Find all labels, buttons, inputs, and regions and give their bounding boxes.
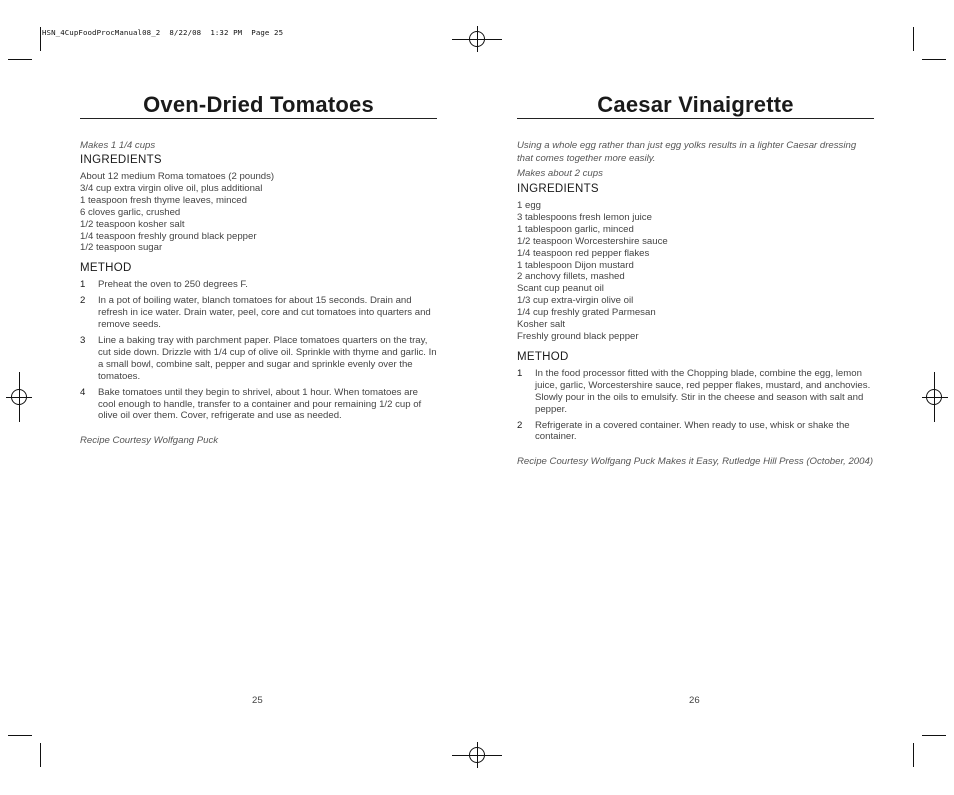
ingredients-heading: INGREDIENTS xyxy=(80,154,162,166)
method-heading: METHOD xyxy=(517,350,569,363)
ingredient-item: Freshly ground black pepper xyxy=(517,330,639,342)
recipe-oven-dried-tomatoes xyxy=(80,92,437,447)
ingredient-item: 2 anchovy fillets, mashed xyxy=(517,271,625,283)
ingredient-item: 1 tablespoon Dijon mustard xyxy=(517,259,634,271)
method-step xyxy=(80,279,437,291)
step-text: Refrigerate in a covered container. When ready to use, whisk or shake the container. xyxy=(535,419,850,443)
ingredient-item: 1/4 cup freshly grated Parmesan xyxy=(517,307,656,319)
page-number: 26 xyxy=(689,695,700,706)
printer-slug: HSN_4CupFoodProcManual08_2 8/22/08 1:32 PM Page 25 xyxy=(42,28,284,37)
method-step xyxy=(80,295,437,331)
step-text: In the food processor fitted with the Chopping blade, combine the egg, lemon juice, garlic, Worcestershire sauce, red pepper flakes, mustard, and anchovies. Slowly pour in the oils to emulsify. Stir in the cheese and season with salt and pepper. xyxy=(535,367,871,415)
method-step xyxy=(80,387,437,423)
method-step xyxy=(517,368,874,416)
recipe-credit: Recipe Courtesy Wolfgang Puck xyxy=(80,435,219,447)
step-number: 2 xyxy=(80,295,86,307)
ingredient-item: Scant cup peanut oil xyxy=(517,283,604,295)
ingredients-list xyxy=(517,200,874,343)
step-text: Preheat the oven to 250 degrees F. xyxy=(98,279,248,291)
ingredient-item: 1 egg xyxy=(517,200,542,211)
step-text: In a pot of boiling water, blanch tomatoes for about 15 seconds. Drain and refresh in ice water. Drain water, peel, core and cut tomatoes into quarters and remove seeds. xyxy=(98,295,431,331)
method-heading: METHOD xyxy=(80,262,132,275)
ingredient-item: 1/2 teaspoon Worcestershire sauce xyxy=(517,235,668,247)
ingredient-item: 3/4 cup extra virgin olive oil, plus additional xyxy=(80,182,263,194)
ingredient-item: 1 teaspoon fresh thyme leaves, minced xyxy=(80,194,247,206)
step-number: 1 xyxy=(517,367,523,379)
step-number: 2 xyxy=(517,419,523,431)
step-text: Bake tomatoes until they begin to shrivel, about 1 hour. When tomatoes are cool enough to handle, transfer to a container and pour remaining 1/2 cup of olive oil over them. Cover, refrigerate and use as needed. xyxy=(98,386,422,422)
recipe-title: Caesar Vinaigrette xyxy=(597,92,794,117)
title-rule xyxy=(517,118,874,119)
ingredient-item: 6 cloves garlic, crushed xyxy=(80,206,181,218)
ingredient-item: 1/4 teaspoon freshly ground black pepper xyxy=(80,230,257,242)
recipe-title: Oven-Dried Tomatoes xyxy=(143,92,374,117)
method-steps xyxy=(517,368,874,443)
ingredient-item: 1/3 cup extra-virgin olive oil xyxy=(517,295,634,307)
page-number: 25 xyxy=(252,695,263,706)
ingredients-heading: INGREDIENTS xyxy=(517,183,599,195)
recipe-yield: Makes about 2 cups xyxy=(517,168,603,179)
step-number: 4 xyxy=(80,386,86,398)
recipe-yield: Makes 1 1/4 cups xyxy=(80,140,156,151)
ingredient-item: About 12 medium Roma tomatoes (2 pounds) xyxy=(80,171,275,182)
method-steps xyxy=(80,279,437,422)
ingredient-item: 1/4 teaspoon red pepper flakes xyxy=(517,247,650,259)
recipe-intro: Using a whole egg rather than just egg yolks results in a lighter Caesar dressing that comes together more easily. xyxy=(517,140,857,164)
method-step xyxy=(517,420,874,444)
ingredient-item: 1 tablespoon garlic, minced xyxy=(517,223,634,235)
step-number: 3 xyxy=(80,334,86,346)
ingredients-list xyxy=(80,171,437,254)
ingredient-item: 1/2 teaspoon kosher salt xyxy=(80,218,185,230)
step-text: Line a baking tray with parchment paper. Place tomatoes quarters on the tray, cut side down. Drizzle with 1/4 cup of olive oil. Sprinkle with thyme and garlic. In a small bowl, combine salt, pepper and sugar and sprinkle evenly over the tomatoes. xyxy=(98,334,437,382)
ingredient-item: 3 tablespoons fresh lemon juice xyxy=(517,211,652,223)
method-step xyxy=(80,335,437,383)
title-rule xyxy=(80,118,437,119)
ingredient-item: 1/2 teaspoon sugar xyxy=(80,242,163,254)
ingredient-item: Kosher salt xyxy=(517,319,565,331)
recipe-caesar-vinaigrette xyxy=(517,92,874,468)
recipe-credit: Recipe Courtesy Wolfgang Puck Makes it Easy, Rutledge Hill Press (October, 2004) xyxy=(517,456,874,468)
step-number: 1 xyxy=(80,279,86,291)
